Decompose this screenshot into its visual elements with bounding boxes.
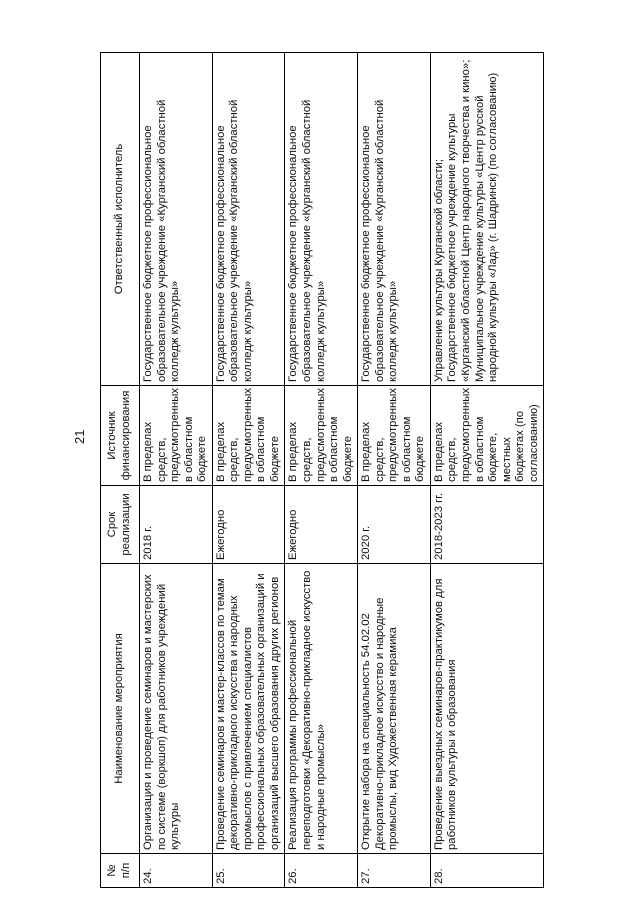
row-activity-name: Открытие набора на специальность 54.02.02 Декоративно-прикладное искусство и народные промыслы, вид Художественная керамика: [358, 564, 431, 854]
table-row: [212, 53, 285, 888]
table-row: [140, 53, 213, 888]
row-term: 2018-2023 гг.: [430, 486, 543, 564]
activities-table: [100, 52, 544, 888]
table-row: [430, 53, 543, 888]
row-number: 28.: [430, 854, 543, 888]
table-header-row: [101, 53, 140, 888]
row-executor: Государственное бюджетное профессиональное образовательное учреждение «Курганский областной колледж культуры»: [285, 53, 358, 386]
row-term: 2020 г.: [358, 486, 431, 564]
row-activity-name: Проведение семинаров и мастер-классов по темам декоративно-прикладного искусства и народных промыслов с привлечением специалистов профессиональных образовательных организаций и организаций высшего образования других регионов: [212, 564, 285, 854]
table-row: [358, 53, 431, 888]
row-funding-source: В пределах средств, предусмотренных в областном бюджете: [358, 386, 431, 486]
row-activity-name: Организация и проведение семинаров и мастерских по системе (воркшоп) для работников учреждений культуры: [140, 564, 213, 854]
header-activity-name: Наименование мероприятия: [101, 564, 140, 854]
row-term: 2018 г.: [140, 486, 213, 564]
row-executor: Государственное бюджетное профессиональное образовательное учреждение «Курганский областной колледж культуры»: [212, 53, 285, 386]
row-number: 24.: [140, 854, 213, 888]
row-funding-source: В пределах средств, предусмотренных в областном бюджете: [140, 386, 213, 486]
header-term: Срок реализации: [101, 486, 140, 564]
row-number: 26.: [285, 854, 358, 888]
document-table-container: [100, 53, 600, 888]
header-executor: Ответственный исполнитель: [101, 53, 140, 386]
row-term: Ежегодно: [285, 486, 358, 564]
row-executor: Управление культуры Курганской области; Государственное бюджетное учреждение культуры «Курганский областной Центр народного творчества и кино»; Муниципальное учреждение культуры «Центр русской народной культуры «Лад» (г. Шадринск) (по согласованию): [430, 53, 543, 386]
row-activity-name: Проведение выездных семинаров-практикумов для работников культуры и образования: [430, 564, 543, 854]
row-activity-name: Реализация программы профессиональной переподготовки «Декоративно-прикладное искусство и народные промыслы»: [285, 564, 358, 854]
row-number: 25.: [212, 854, 285, 888]
header-funding-source: Источник финансирования: [101, 386, 140, 486]
row-executor: Государственное бюджетное профессиональное образовательное учреждение «Курганский областной колледж культуры»: [140, 53, 213, 386]
row-funding-source: В пределах средств, предусмотренных в областном бюджете, местных бюджетах (по согласованию): [430, 386, 543, 486]
row-number: 27.: [358, 854, 431, 888]
row-funding-source: В пределах средств, предусмотренных в областном бюджете: [212, 386, 285, 486]
row-funding-source: В пределах средств, предусмотренных в областном бюджете: [285, 386, 358, 486]
row-term: Ежегодно: [212, 486, 285, 564]
table-row: [285, 53, 358, 888]
page-number: 21: [72, 429, 87, 444]
header-number: № п/п: [101, 854, 140, 888]
row-executor: Государственное бюджетное профессиональное образовательное учреждение «Курганский областной колледж культуры»: [358, 53, 431, 386]
